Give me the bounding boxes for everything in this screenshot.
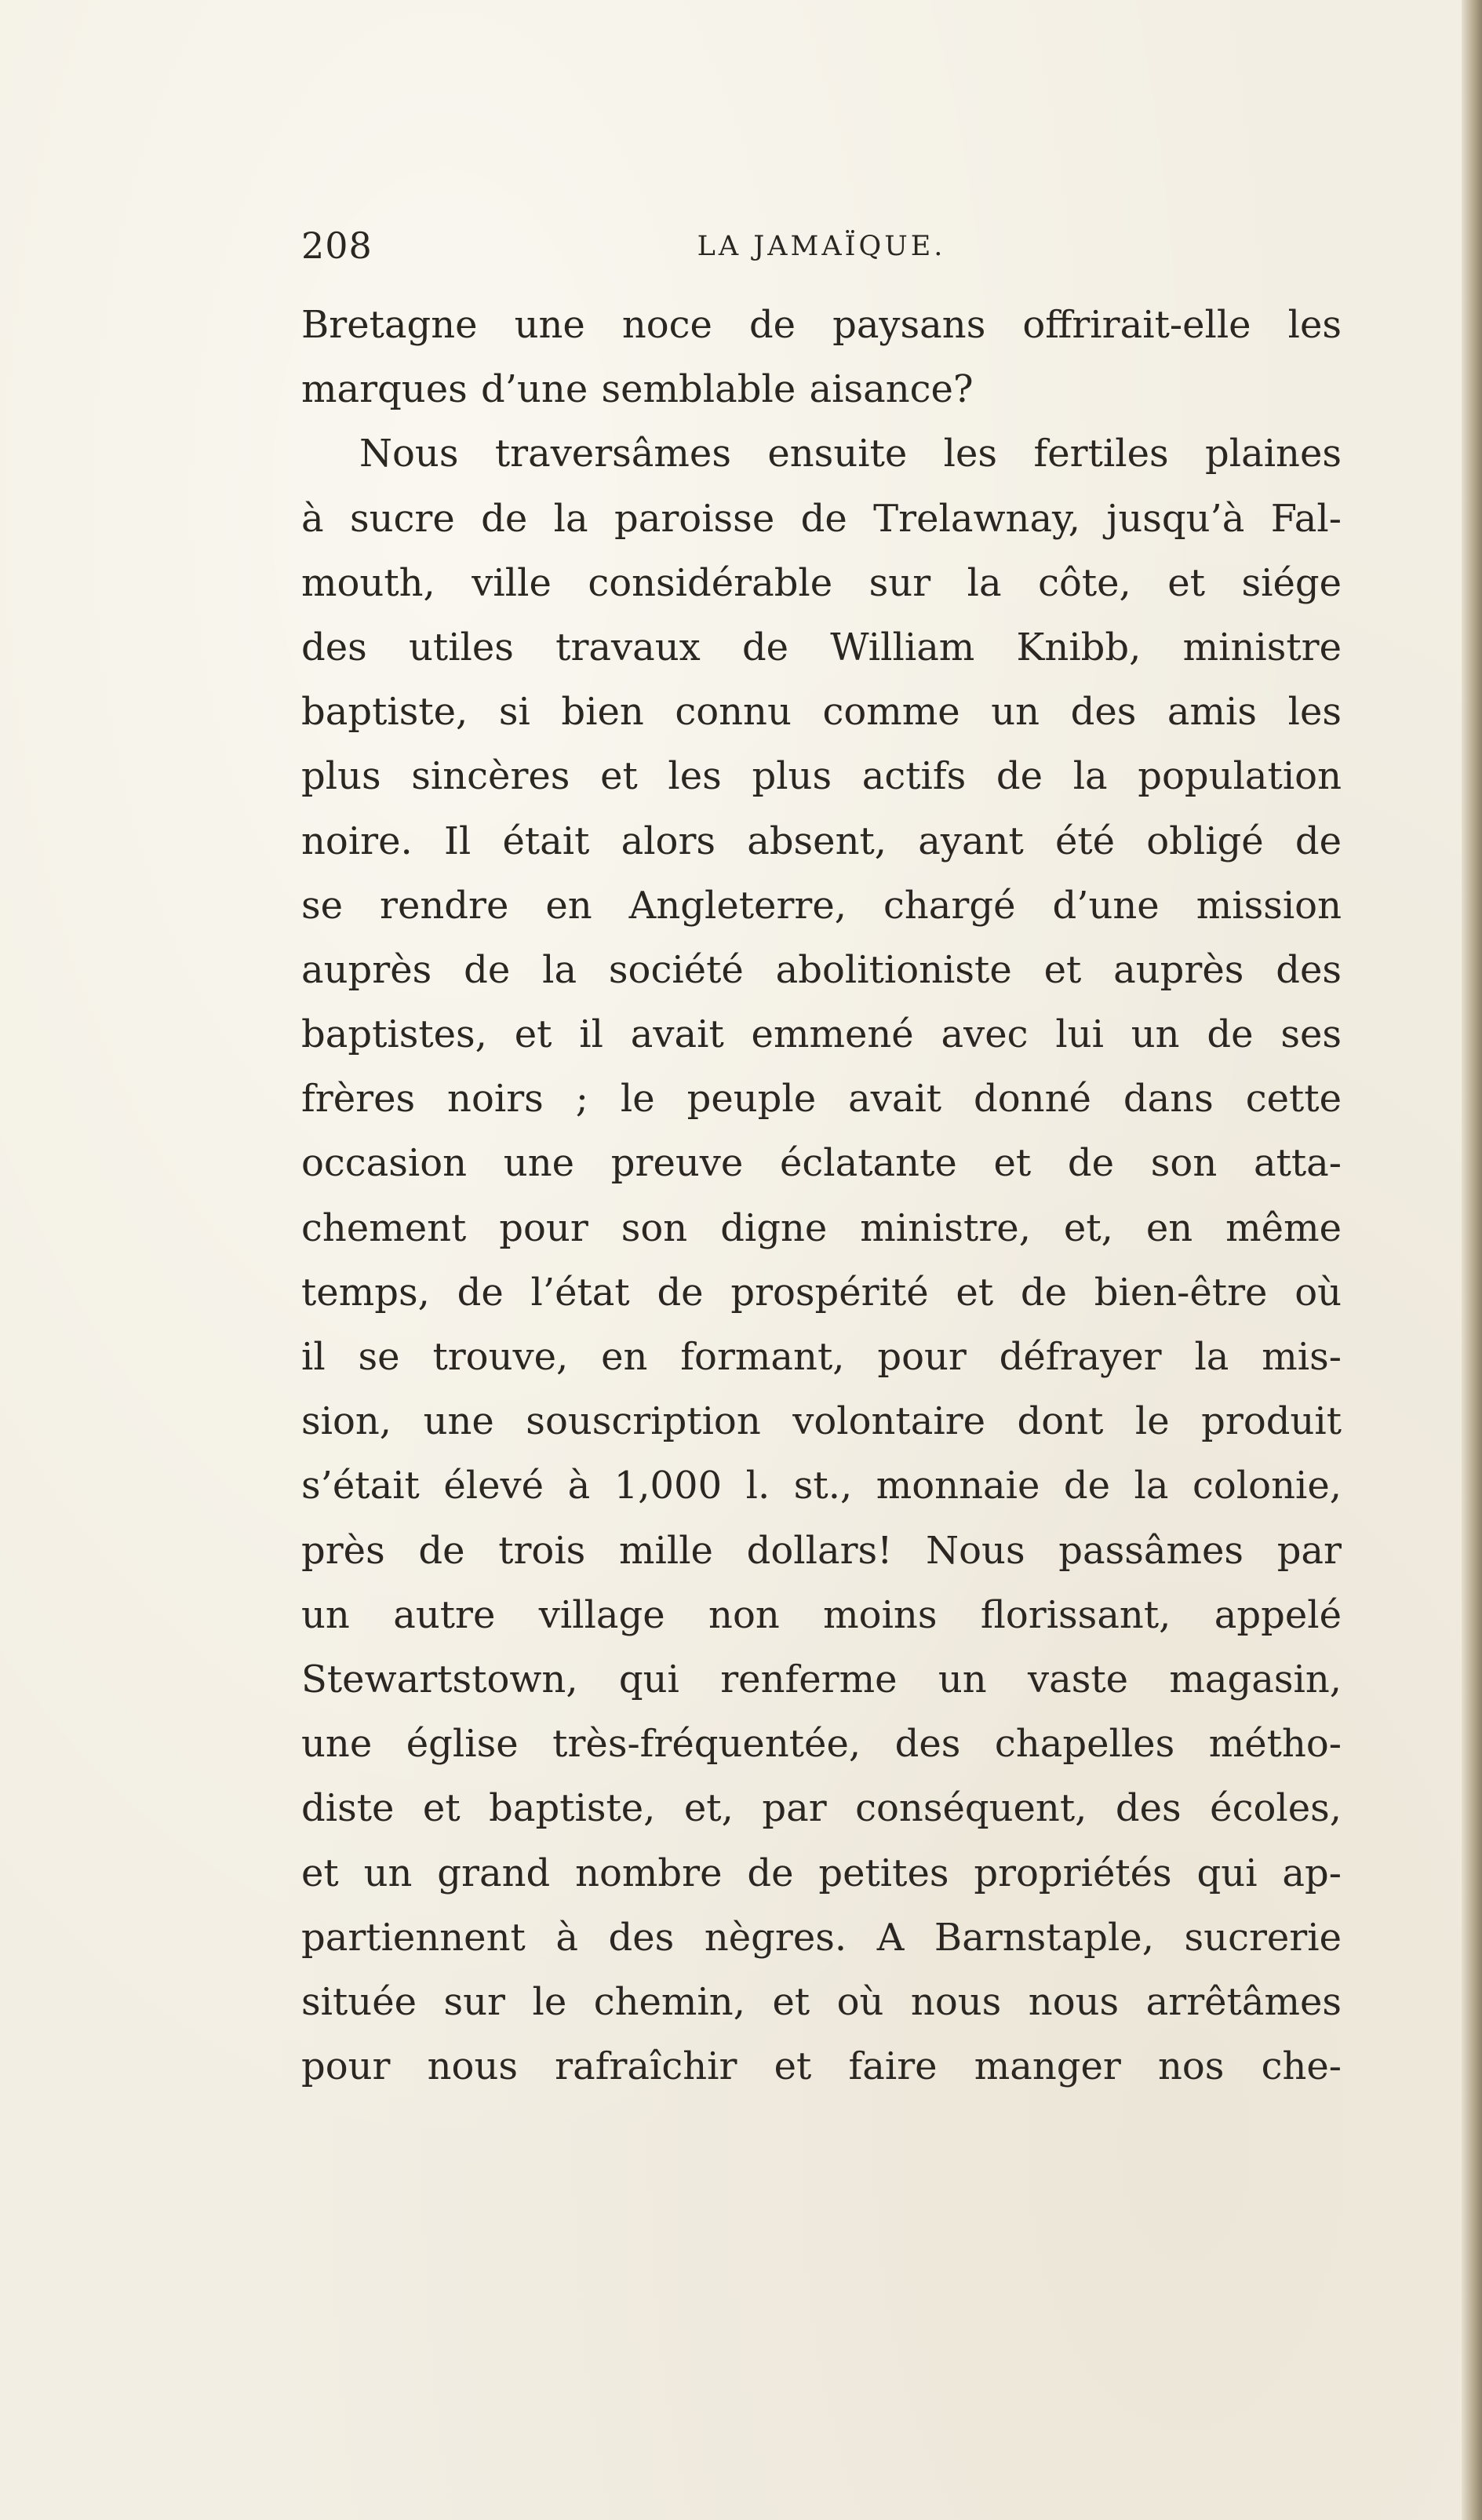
text-line: il se trouve, en formant, pour défrayer la mis- xyxy=(301,1335,1342,1379)
text-line: près de trois mille dollars! Nous passâmes par xyxy=(301,1528,1342,1573)
text-line: s’était élevé à 1,000 l. st., monnaie de la colonie, xyxy=(301,1464,1342,1508)
text-line: Stewartstown, qui renferme un vaste magasin, xyxy=(301,1657,1342,1701)
text-line: temps, de l’état de prospérité et de bien-être où xyxy=(301,1270,1342,1315)
text-line: plus sincères et les plus actifs de la population xyxy=(301,754,1342,799)
text-line: se rendre en Angleterre, chargé d’une mission xyxy=(301,883,1342,928)
text-line: et un grand nombre de petites propriétés qui ap- xyxy=(301,1851,1342,1895)
text-line: Bretagne une noce de paysans offrirait-elle les xyxy=(301,303,1342,347)
text-line: des utiles travaux de William Knibb, ministre xyxy=(301,625,1342,669)
text-line: située sur le chemin, et où nous nous arrêtâmes xyxy=(301,1979,1342,2024)
text-line: frères noirs ; le peuple avait donné dans cette xyxy=(301,1077,1342,1121)
text-line: à sucre de la paroisse de Trelawnay, jusqu’à Fal- xyxy=(301,496,1342,541)
text-line: pour nous rafraîchir et faire manger nos che- xyxy=(301,2044,1342,2089)
text-line: un autre village non moins florissant, appelé xyxy=(301,1592,1342,1637)
text-line: partiennent à des nègres. A Barnstaple, sucrerie xyxy=(301,1915,1342,1960)
text-line: une église très-fréquentée, des chapelles métho- xyxy=(301,1722,1342,1767)
page-edge xyxy=(1462,0,1482,2520)
page-number: 208 xyxy=(301,224,373,267)
body-text xyxy=(301,293,1342,2099)
text-line: sion, une souscription volontaire dont le produit xyxy=(301,1399,1342,1444)
text-line: noire. Il était alors absent, ayant été obligé de xyxy=(301,819,1342,863)
paragraph-first-line: Nous traversâmes ensuite les fertiles plaines xyxy=(359,432,1342,476)
text-line: occasion une preuve éclatante et de son atta- xyxy=(301,1141,1342,1186)
text-line: diste et baptiste, et, par conséquent, des écoles, xyxy=(301,1786,1342,1831)
text-line: chement pour son digne ministre, et, en même xyxy=(301,1205,1342,1250)
text-line: baptiste, si bien connu comme un des amis les xyxy=(301,690,1342,735)
text-line: marques d’une semblable aisance? xyxy=(301,367,974,412)
text-line: auprès de la société abolitioniste et auprès des xyxy=(301,947,1342,992)
text-line: baptistes, et il avait emmené avec lui un de ses xyxy=(301,1012,1342,1057)
text-line: mouth, ville considérable sur la côte, et siége xyxy=(301,560,1342,605)
running-title: LA JAMAÏQUE. xyxy=(697,231,946,262)
page-header xyxy=(301,221,1342,276)
